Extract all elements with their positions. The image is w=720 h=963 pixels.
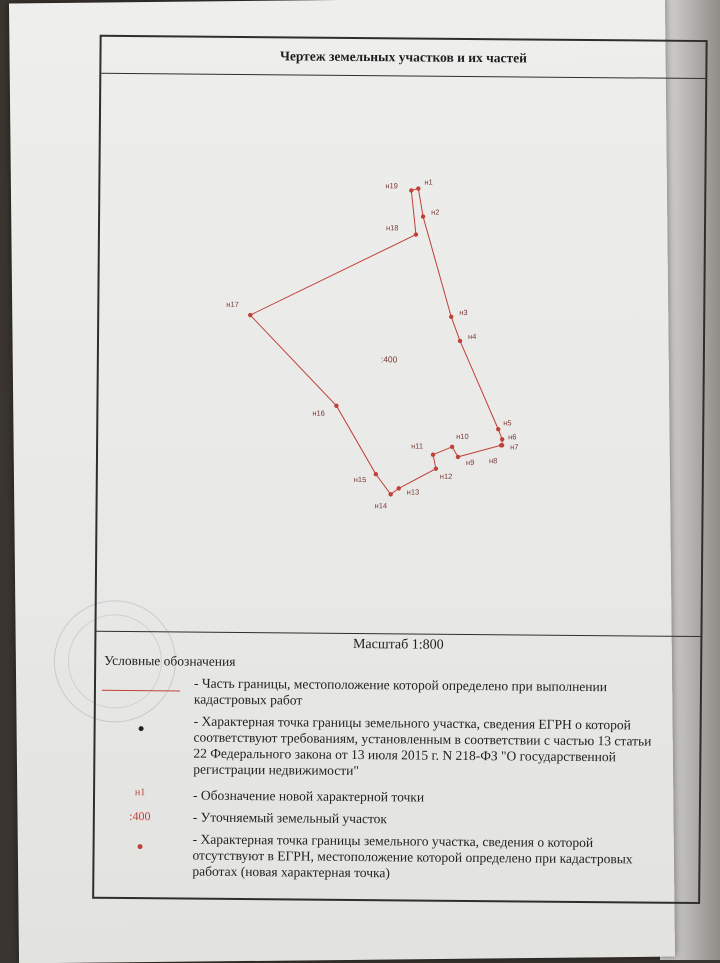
point-label-1: н1: [424, 177, 433, 187]
point-label-2: н2: [431, 207, 440, 217]
legend-text: - Характерная точка границы земельного участка, сведения ЕГРН о которой соответствуют требованиям, установленным в соответствии с частью 13 статьи 22 Федерального закона от 13 июля 2015 г. N 218-ФЗ "О государственной регистрации недвижимости": [193, 713, 652, 779]
legend-item-new-point: [95, 831, 699, 881]
boundary-point-2: [421, 214, 425, 218]
point-label-12: н12: [439, 471, 453, 481]
boundary-point-14: [388, 492, 392, 496]
boundary-point-5: [496, 427, 500, 431]
boundary-point-3: [449, 315, 453, 319]
drawing-frame: [92, 35, 708, 904]
point-label-13: н13: [406, 487, 420, 497]
point-label-9: н9: [465, 457, 475, 468]
legend-text: - Характерная точка границы земельного участка, сведения о которой отсутствуют в ЕГРН, местоположение которой определено при кадастровых работах (новая характерная точка): [192, 831, 633, 881]
parcel-boundary: [249, 187, 505, 495]
boundary-point-9: [456, 455, 460, 459]
scale-label: Масштаб 1:800: [96, 631, 700, 657]
parcel-label: :400: [380, 354, 398, 365]
point-label-16: н16: [312, 408, 325, 418]
legend-text: - Часть границы, местоположение которой определено при выполнении кадастровых работ: [193, 675, 608, 708]
boundary-point-17: [248, 313, 252, 317]
legend-item-parcel: [95, 809, 699, 827]
drawing-title: Чертеж земельных участков и их частей: [101, 37, 705, 79]
point-label-18: н18: [385, 223, 399, 233]
black-dot-icon: [96, 719, 186, 736]
point-label-7: н7: [510, 442, 519, 452]
boundary-point-4: [458, 339, 462, 343]
boundary-point-18: [414, 232, 418, 236]
parcel-plan-svg: [96, 74, 705, 635]
document-sheet: [9, 0, 675, 963]
point-label-5: н5: [503, 418, 512, 428]
point-label-4: н4: [468, 331, 477, 342]
legend-item-egrn-point: [96, 713, 700, 779]
parcel-drawing: [96, 74, 705, 635]
boundary-point-16: [334, 404, 338, 408]
red-dot-icon: [95, 837, 185, 854]
point-label-6: н6: [508, 432, 517, 442]
red-line-symbol: [96, 679, 186, 696]
boundary-point-1: [416, 186, 420, 190]
legend-item-boundary-part: [96, 675, 700, 708]
point-label-15: н15: [353, 474, 367, 485]
boundary-point-13: [397, 486, 401, 490]
boundary-point-11: [431, 452, 435, 456]
legend-item-new-point-label: [95, 787, 699, 805]
legend-title: Условные обозначения: [104, 652, 236, 669]
legend-text: - Уточняемый земельный участок: [192, 809, 388, 827]
boundary-point-10: [450, 445, 454, 449]
point-label-8: н8: [488, 456, 498, 466]
point-label-symbol: н1: [134, 787, 146, 799]
parcel-symbol: :400: [129, 809, 151, 824]
point-label-19: н19: [385, 181, 398, 191]
boundary-point-19: [409, 188, 413, 192]
boundary-point-15: [374, 472, 378, 476]
boundary-point-8: [499, 443, 503, 447]
point-label-3: н3: [459, 307, 468, 317]
point-label-11: н11: [411, 441, 424, 451]
point-label-14: н14: [374, 501, 388, 511]
boundary-point-6: [500, 437, 504, 441]
boundary-point-12: [434, 466, 438, 470]
point-label-10: н10: [456, 431, 469, 441]
point-label-17: н17: [226, 299, 239, 309]
legend-text: - Обозначение новой характерной точки: [192, 787, 425, 805]
